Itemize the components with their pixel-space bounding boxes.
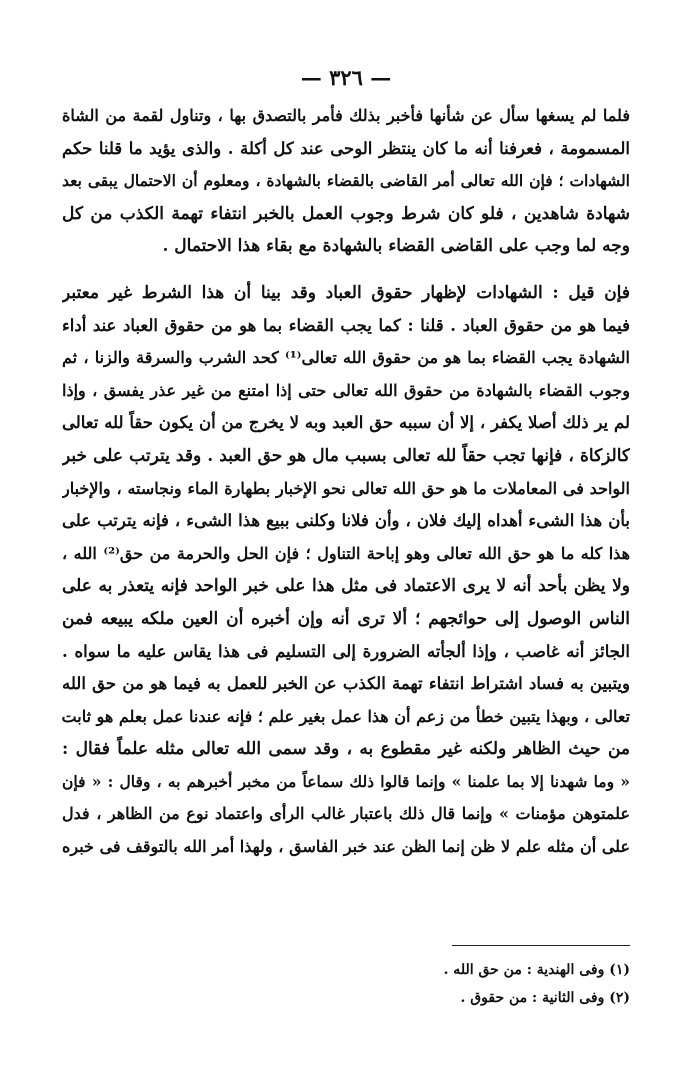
text-line: الجائز أنه غاصب ، وإذا ألجأته الضرورة إلى التسليم فى هذا يقاس عليه ما سواه . — [62, 641, 630, 661]
text-line: فإن قيل : الشهادات لإظهار حقوق العباد وقد بينا أن هذا الشرط غير معتبر — [62, 282, 630, 303]
paragraph — [62, 277, 630, 864]
page-number: — ٣٢٦ — — [300, 65, 392, 90]
footnote-divider — [452, 945, 630, 946]
text-line: فلما لم يسغها سأل عن شأنها فأخبر بذلك فأمر بالتصدق بها ، وتناول لقمة من الشاة — [62, 106, 630, 125]
text-line: بأن هذا الشىء أهداه إليك فلان ، وأن فلانا وكلنى ببيع هذا الشىء ، فإنه يترتب على — [62, 511, 630, 531]
text-line: لم ير ذلك أصلا يكفر ، إلا أن سببه حق العبد وبه لا يخرج من أن يكون حقاً لله تعالى — [62, 413, 630, 433]
main-text — [62, 100, 630, 864]
text-line: على أن مثله علم لا ظن إنما الظن عند خبر الفاسق ، ولهذا أمر الله بالتوقف فى خبره — [62, 837, 630, 857]
text-line: وجه لما وجب على القاضى القضاء بالشهادة مع بقاء هذا الاحتمال . — [162, 236, 630, 257]
text-line: ولا يظن بأحد أنه لا يرى الاعتماد فى مثل هذا على خبر الواحد فإنه يتعذر به على — [62, 576, 630, 597]
footnote: (٢) وفى الثانية : من حقوق . — [460, 990, 630, 1006]
text-line: من حيث الظاهر ولكنه غير مقطوع به ، وقد سمى الله تعالى مثله علماً فقال : — [62, 739, 630, 760]
text-line: الشهادة يجب القضاء بما هو من حقوق الله تعالى⁽¹⁾ كحد الشرب والسرقة والزنا ، ثم — [62, 348, 630, 368]
text-line: هذا كله ما هو حق الله تعالى وهو إباحة التناول ؛ فإن الحل والحرمة من حق⁽²⁾ الله ، — [62, 543, 630, 563]
paragraph-gap — [62, 263, 630, 277]
text-line: المسمومة ، فعرفنا أنه ما كان ينتظر الوحى عند كل أكلة . والذى يؤيد ما قلنا حكم — [62, 138, 630, 158]
text-line: علمتوهن مؤمنات » وإنما قال ذلك باعتبار غالب الرأى واعتماد نوع من الظاهر ، فدل — [62, 804, 630, 824]
footnote: (١) وفى الهندية : من حق الله . — [443, 962, 630, 978]
text-line: الواحد فى المعاملات ما هو حق الله تعالى نحو الإخبار بطهارة الماء ونجاسته ، والإخبار — [62, 478, 630, 498]
text-line: فيما هو من حقوق العباد . قلنا : كما يجب القضاء بما هو من حقوق العباد عند أداء — [62, 315, 630, 335]
text-line: « وما شهدنا إلا بما علمنا » وإنما قالوا ذلك سماعاً من مخبر أخبرهم به ، وقال : « فإن — [62, 771, 630, 791]
text-line: الشهادات ؛ فإن الله تعالى أمر القاضى بالقضاء بالشهادة ، ومعلوم أن الاحتمال يبقى بعد — [62, 171, 630, 191]
text-line: الناس الوصول إلى حوائجهم ؛ ألا ترى أنه وإن أخبره أن العين ملكه يبيعه فمن — [62, 608, 630, 629]
text-line: كالزكاة ، فإنها تجب حقاً لله تعالى بسبب مال هو حق العبد . وقد يترتب على خبر — [62, 445, 630, 466]
text-line: شهادة شاهدين ، فلو كان شرط وجوب العمل بالخبر انتفاء تهمة الكذب من كل — [62, 203, 630, 224]
text-line: ويتبين به فساد اشتراط انتفاء تهمة الكذب عن الخبر للعمل به فيما هو من حق الله — [62, 674, 630, 694]
paragraph — [62, 100, 630, 263]
text-line: وجوب القضاء بالشهادة من حقوق الله تعالى حتى إذا امتنع من غير عذر يفسق ، وإذا — [62, 380, 630, 400]
footnotes — [62, 956, 630, 1012]
text-line: تعالى ، وبهذا يتبين خطأ من زعم أن هذا عمل بغير علم ؛ فإنه عندنا عمل بعلم هو ثابت — [62, 706, 630, 726]
